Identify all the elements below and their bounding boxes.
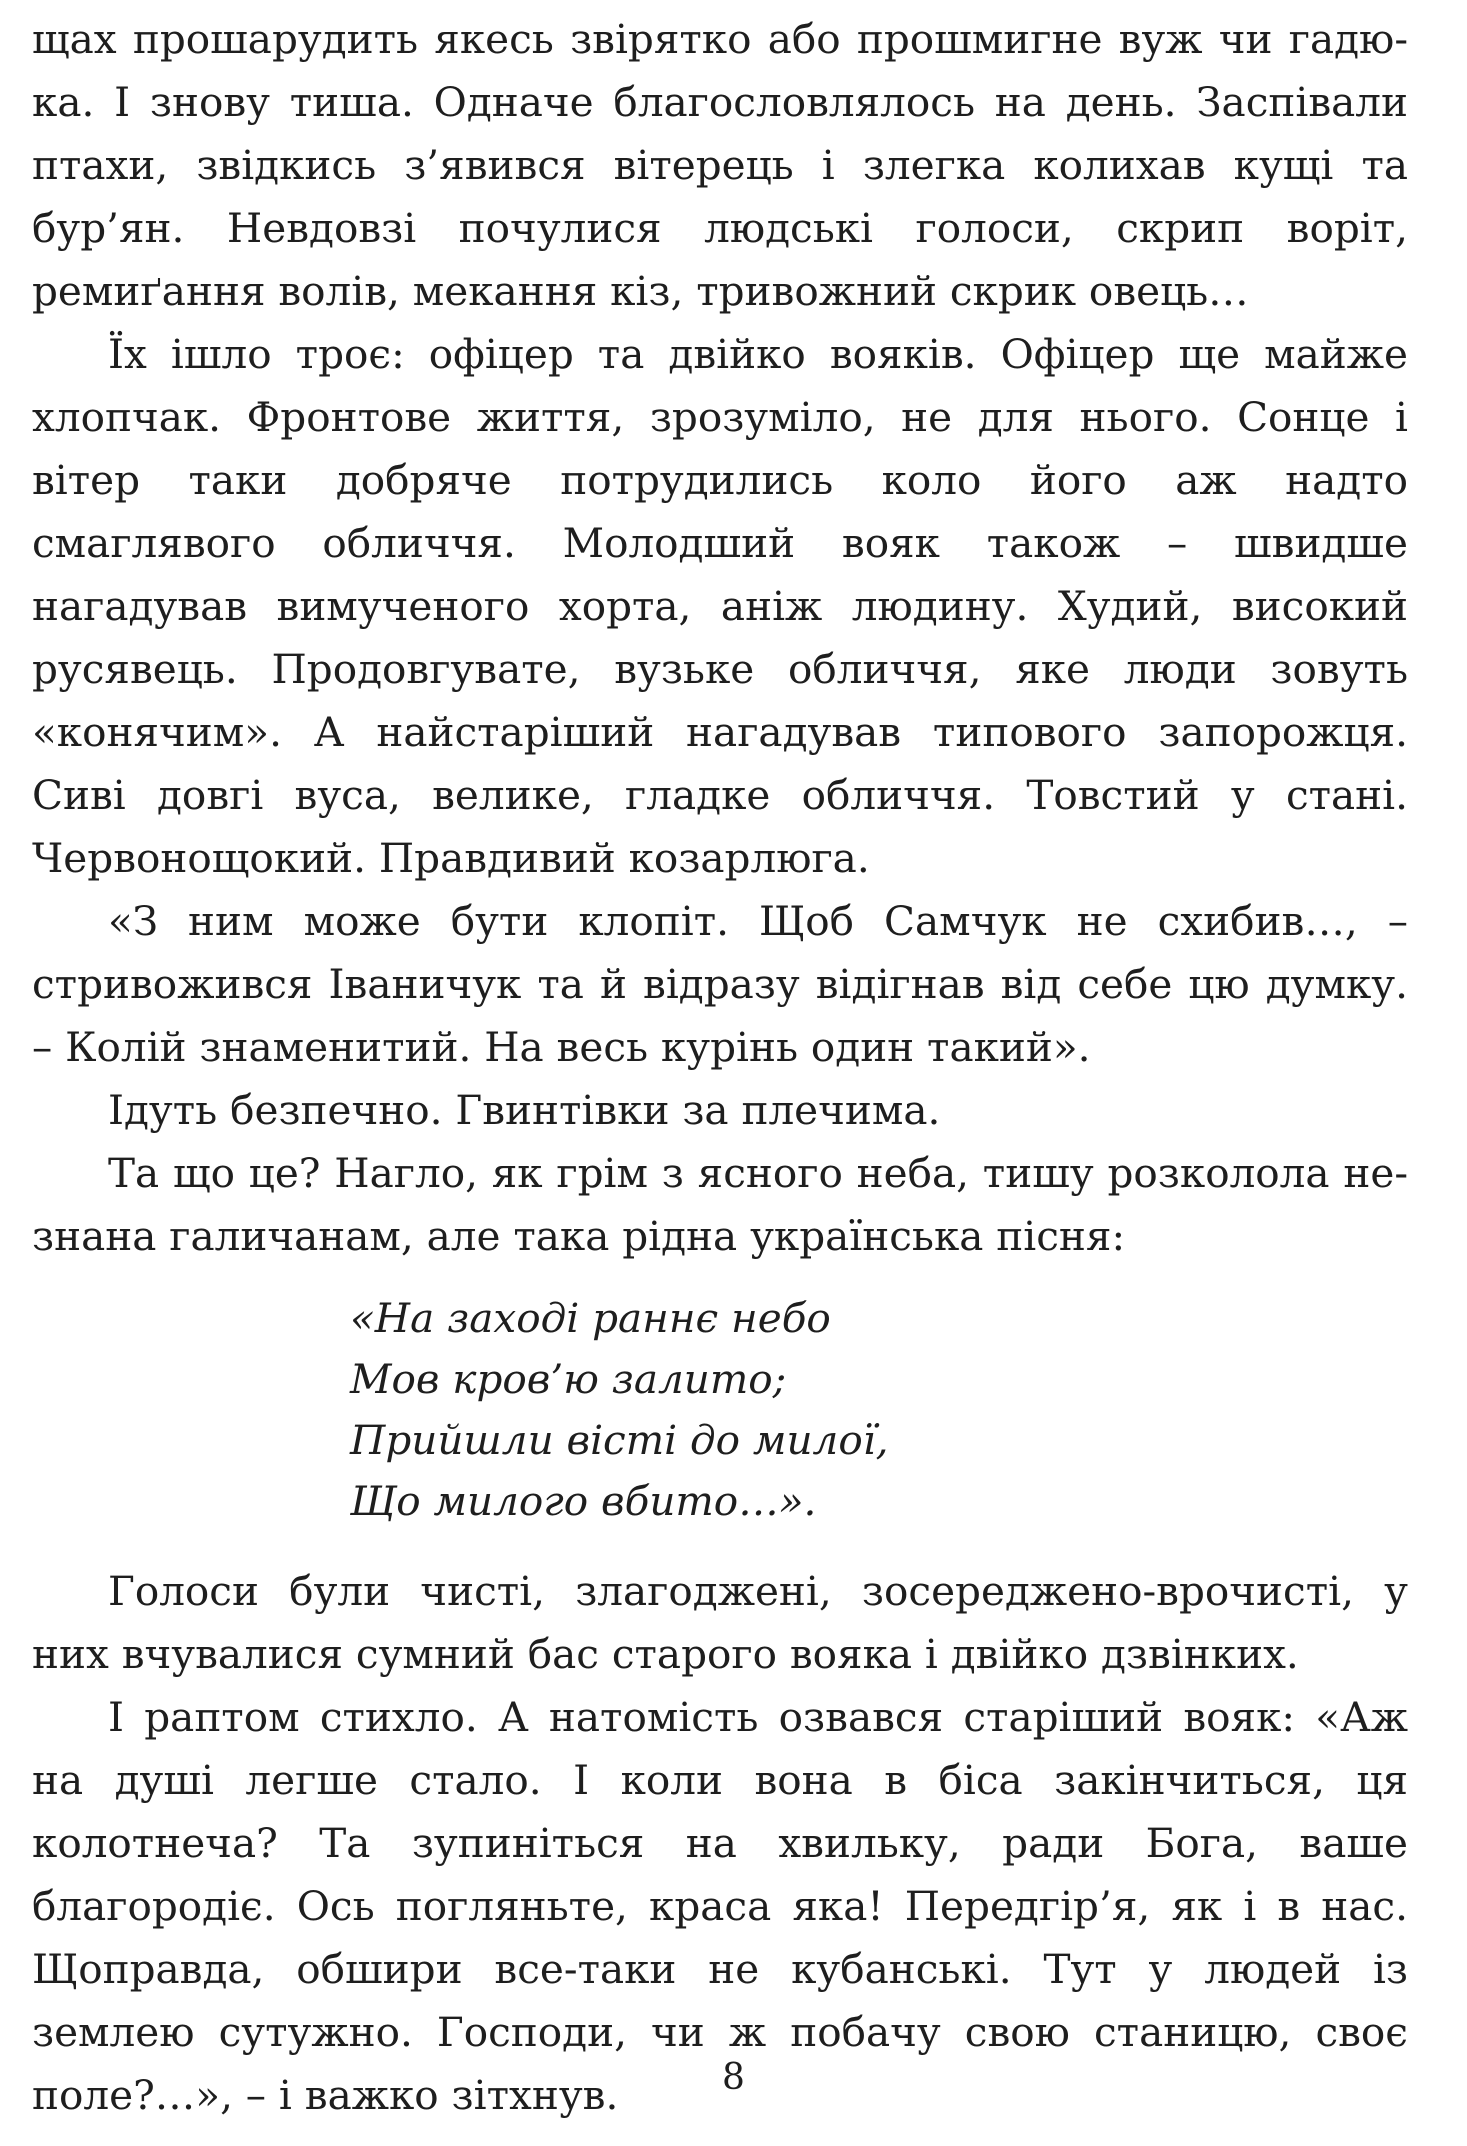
paragraph: «З ним може бути клопіт. Щоб Самчук не схибив…, – стривожився Іваничук та й відразу відігнав від себе цю думку. – Колій знаменитий. На весь курінь один такий».: [32, 897, 1408, 1071]
verse-line: Що милого вбито…».: [350, 1477, 817, 1525]
verse-line: Прийшли вісті до милої,: [350, 1416, 889, 1464]
text-block-after-verse: [32, 1560, 1408, 2127]
text-block-before-verse: [32, 8, 1408, 1268]
paragraph: Їх ішло троє: офіцер та двійко вояків. Офіцер ще майже хлопчак. Фронтове життя, зрозуміло, не для нього. Сонце і вітер таки добряче потрудились коло його аж надто смаглявого обличчя. Молодший вояк також – швидше нагадував вимученого хорта, аніж людину. Худий, високий русявець. Продовгувате, вузьке обличчя, яке люди зовуть «конячим». А найстаріший нагадував типового запорожця. Сиві довгі вуса, велике, гладке обличчя. Товстий у стані. Червонощокий. Правдивий козарлюга.: [32, 330, 1408, 882]
paragraph: щах прошарудить якесь звірятко або прошмигне вуж чи гадюка. І знову тиша. Одначе благословлялось на день. Заспівали птахи, звідкись з’явився вітерець і злегка колихав кущі та бур’ян. Невдовзі почулися людські голоси, скрип воріт, ремиґання волів, мекання кіз, тривожний скрик овець…: [32, 15, 1408, 315]
paragraph: Та що це? Нагло, як грім з ясного неба, тишу розколола незнана галичанам, але така рідна українська пісня:: [32, 1149, 1408, 1260]
song-verse: [350, 1288, 1408, 1532]
paragraph: І раптом стихло. А натомість озвався старіший вояк: «Аж на душі легше стало. І коли вона в біса закінчиться, ця колотнеча? Та зупиніться на хвильку, ради Бога, ваше благородіє. Ось погляньте, краса яка! Передгір’я, як і в нас. Щоправда, обшири все-таки не кубанські. Тут у людей із землею сутужно. Господи, чи ж побачу свою станицю, своє поле?…», – і важко зітхнув.: [32, 1693, 1408, 2119]
book-page: [32, 8, 1408, 2127]
page-number: 8: [722, 2057, 745, 2098]
paragraph: Ідуть безпечно. Гвинтівки за плечима.: [108, 1086, 941, 1134]
verse-line: Мов кров’ю залито;: [350, 1355, 787, 1403]
paragraph: Голоси були чисті, злагоджені, зосереджено-врочисті, у них вчувалися сумний бас старого вояка і двійко дзвінких.: [32, 1567, 1408, 1678]
verse-line: «На заході раннє небо: [350, 1294, 831, 1342]
